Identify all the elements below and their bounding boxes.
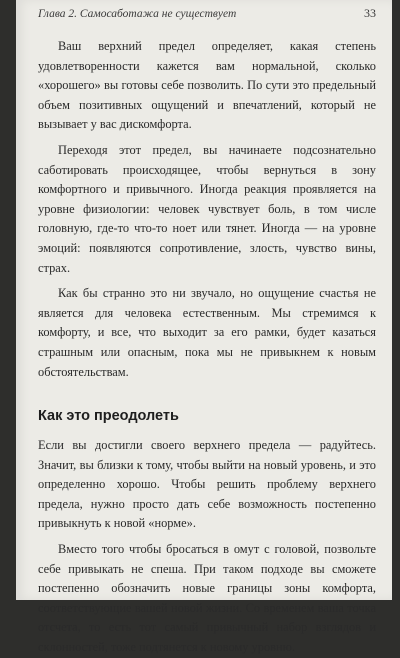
- running-title: Глава 2. Самосаботажа не существует: [38, 8, 237, 20]
- paragraph: Вместо того чтобы бросаться в омут с головой, позвольте себе привыкать не спеша. При таком подходе вы сможете постепенно обозначить новые границы зоны комфорта, соответствующие вашей новой жизни. Со временем ваша точка отсчета, то есть тот самый привычный набор взглядов и склонностей, тоже подтянется к новому уровню.: [38, 542, 376, 655]
- page-header: [38, 6, 376, 21]
- book-page: [16, 0, 392, 655]
- paragraph: Как бы странно это ни звучало, но ощущение счастья не является для человека естественным. Мы стремимся к комфорту, и все, что выходит за его рамки, будет казаться страшным или опасным, пока мы не привыкнем к новым обстоятельствам.: [38, 286, 376, 379]
- paragraph: Ваш верхний предел определяет, какая степень удовлетворенности кажется вам нормальной, сколько «хорошего» вы готовы себе позволить. По сути это предельный объем позитивных ощущений и впечатлений, который не вызывает у вас дискомфорта.: [38, 39, 376, 132]
- paragraph: Переходя этот предел, вы начинаете подсознательно саботировать происходящее, чтобы вернуться в зону комфортного и привычного. Иногда реакция проявляется на уровне физиологии: человек чувствует боль, в том числе головную, где-то что-то ноет или тянет. Иногда — на уровне эмоций: появляются сопротивление, злость, чувство вины, страх.: [38, 142, 376, 275]
- section-heading: Как это преодолеть: [38, 408, 179, 425]
- paragraph: Если вы достигли своего верхнего предела — радуйтесь. Значит, вы близки к тому, чтобы выйти на новый уровень, и это определенно хорошо. Чтобы решить проблему верхнего предела, нужно просто дать себе возможность постепенно привыкнуть к новой «норме».: [38, 438, 376, 531]
- page-number: 33: [364, 6, 376, 20]
